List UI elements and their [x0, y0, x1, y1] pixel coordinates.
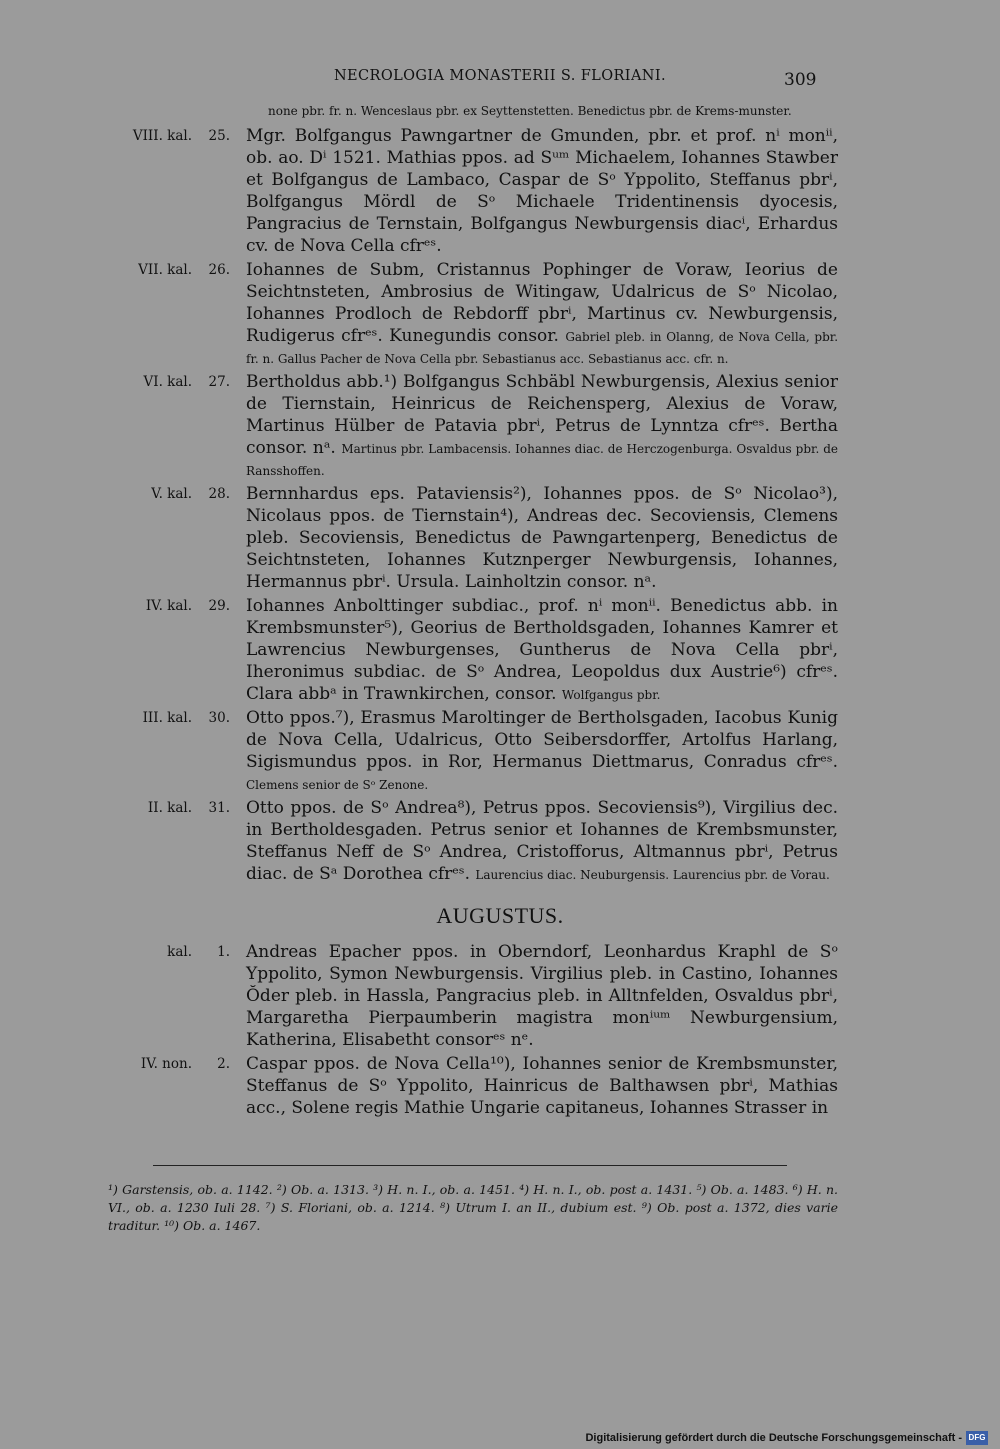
section-title: AUGUSTUS. [436, 903, 564, 928]
entry-day: 31. [208, 800, 230, 816]
entry-text [246, 125, 838, 257]
july-entries [0, 125, 1000, 885]
entry-main-text: Otto ppos.⁷), Erasmus Maroltinger de Bertholsgaden, Iacobus Kunig de Nova Cella, Udalricus, Otto Seibersdorffer, Artolfus Harlang, Sigismundus ppos. in Ror, Hermanus Diettmarus, Conradus cfrᵉˢ. [246, 708, 838, 772]
entry-small-text: Clemens senior de Sᵒ Zenone. [246, 778, 429, 792]
footnotes: ¹) Garstensis, ob. a. 1142. ²) Ob. a. 1313. ³) H. n. I., ob. a. 1451. ⁴) H. n. I., ob. post a. 1431. ⁵) Ob. a. 1483. ⁶) H. n. VI., ob. a. 1230 Iuli 28. ⁷) S. Floriani, ob. a. 1214. ⁸) Utrum I. an II., dubium est. ⁹) Ob. post a. 1372, dies varie traditur. ¹⁰) Ob. a. 1467. [108, 1182, 838, 1233]
entry-text [246, 1053, 838, 1119]
entry-date: kal. [167, 944, 192, 960]
entry-date: VII. kal. [138, 262, 192, 278]
entry-main-text: Bertholdus abb.¹) Bolfgangus Schbäbl Newburgensis, Alexius senior de Tiernstain, Heinricus de Reichensperg, Alexius de Voraw, Martinus Hülber de Patavia pbrⁱ, Petrus de Lynntza cfrᵉˢ. Bertha consor. nᵃ. [246, 372, 838, 458]
dfg-credit-text: Digitalisierung gefördert durch die Deutsche Forschungsgemeinschaft - [585, 1432, 962, 1444]
entry-date: VIII. kal. [132, 128, 192, 144]
necrology-entry [0, 259, 1000, 369]
page-number: 309 [784, 70, 817, 90]
necrology-entry [0, 595, 1000, 705]
entry-day: 27. [208, 374, 230, 390]
entry-day: 28. [208, 486, 230, 502]
necrology-entry [0, 371, 1000, 481]
entry-text [246, 941, 838, 1051]
necrology-entry [0, 797, 1000, 885]
dfg-logo-icon: DFG [966, 1431, 988, 1445]
entry-main-text: Mgr. Bolfgangus Pawngartner de Gmunden, pbr. et prof. nⁱ monⁱⁱ, ob. ao. Dⁱ 1521. Mathias ppos. ad Sᵘᵐ Michaelem, Iohannes Stawber et Bolfgangus de Lambaco, Caspar de Sᵒ Yppolito, Steffanus pbrⁱ, Bolfgangus Mördl de Sᵒ Michaele Tridentinensis dyocesis, Pangracius de Ternstain, Bolfgangus Newburgensis diacⁱ, Erhardus cv. de Nova Cella cfrᵉˢ. [246, 126, 838, 256]
entry-small-text: Gabriel pleb. in Olanng, de Nova Cella, pbr. fr. n. Gallus Pacher de Nova Cella pbr. Sebastianus acc. Sebastianus acc. cfr. n. [246, 330, 839, 366]
necrology-entry [0, 483, 1000, 593]
entry-day: 30. [208, 710, 230, 726]
entry-day: 29. [208, 598, 230, 614]
entry-text [246, 595, 838, 705]
necrology-entry [0, 1053, 1000, 1119]
dfg-credit-bar [0, 1428, 1000, 1449]
entry-date: IV. non. [140, 1056, 192, 1072]
entry-date: VI. kal. [143, 374, 192, 390]
necrology-entry [0, 707, 1000, 795]
entry-main-text: Otto ppos. de Sᵒ Andrea⁸), Petrus ppos. Secoviensis⁹), Virgilius dec. in Bertholdesgaden. Petrus senior et Iohannes de Krembsmunster, Steffanus Neff de Sᵒ Andrea, Cristofforus, Altmannus pbrⁱ, Petrus diac. de Sᵃ Dorothea cfrᵉˢ. [246, 798, 838, 884]
entry-main-text: Caspar ppos. de Nova Cella¹⁰), Iohannes senior de Krembsmunster, Steffanus de Sᵒ Yppolito, Hainricus de Balthawsen pbrⁱ, Mathias acc., Solene regis Mathie Ungarie capitaneus, Iohannes Strasser in [246, 1054, 838, 1118]
entry-date: V. kal. [151, 486, 192, 502]
entry-date: III. kal. [142, 710, 192, 726]
necrology-entry [0, 125, 1000, 257]
running-title: NECROLOGIA MONASTERII S. FLORIANI. [333, 68, 667, 84]
entry-day: 2. [217, 1056, 230, 1072]
entry-main-text: Iohannes de Subm, Cristannus Pophinger de Voraw, Ieorius de Seichtnsteten, Ambrosius de Witingaw, Udalricus de Sᵒ Nicolao, Iohannes Prodloch de Rebdorff pbrⁱ, Martinus cv. Newburgensis, Rudigerus cfrᵉˢ. Kunegundis consor. [246, 260, 838, 346]
entry-text [246, 259, 838, 369]
entry-date: IV. kal. [145, 598, 192, 614]
entry-day: 25. [208, 128, 230, 144]
entry-day: 26. [208, 262, 230, 278]
entry-text [246, 371, 838, 481]
entry-text [246, 483, 838, 593]
entry-main-text: Iohannes Anbolttinger subdiac., prof. nⁱ monⁱⁱ. Benedictus abb. in Krembsmunster⁵), Georius de Bertholdsgaden, Iohannes Kamrer et Lawrencius Newburgenses, Guntherus de Nova Cella pbrⁱ, Iheronimus subdiac. de Sᵒ Andrea, Leopoldus dux Austrie⁶) cfrᵉˢ. Clara abbᵃ in Trawnkirchen, consor. [246, 596, 838, 704]
entry-small-text: Laurencius diac. Neuburgensis. Laurencius pbr. de Vorau. [475, 868, 830, 882]
entry-main-text: Bernnhardus eps. Pataviensis²), Iohannes ppos. de Sᵒ Nicolao³), Nicolaus ppos. de Tiernstain⁴), Andreas dec. Secoviensis, Clemens pleb. Secoviensis, Benedictus de Pawngartenperg, Benedictus de Seichtnsteten, Iohannes Kutznperger Newburgensis, Iohannes, Hermannus pbrⁱ. Ursula. Lainholtzin consor. nᵃ. [246, 484, 838, 592]
footnote-rule [153, 1165, 787, 1166]
entry-text [246, 797, 838, 885]
continuation-text: none pbr. fr. n. Wenceslaus pbr. ex Seyttenstetten. Benedictus pbr. de Krems-munster. [268, 104, 792, 118]
entry-small-text: Wolfgangus pbr. [561, 688, 661, 702]
necrology-entry [0, 941, 1000, 1051]
entry-text [246, 707, 838, 795]
page-body [0, 103, 1000, 1121]
august-entries [0, 941, 1000, 1119]
entry-date: II. kal. [147, 800, 192, 816]
page-header [0, 68, 1000, 92]
entry-small-text: Martinus pbr. Lambacensis. Iohannes diac. de Herczogenburga. Osvaldus pbr. de Ransshoffen. [246, 442, 839, 478]
entry-day: 1. [217, 944, 230, 960]
entry-main-text: Andreas Epacher ppos. in Oberndorf, Leonhardus Kraphl de Sᵒ Yppolito, Symon Newburgensis. Virgilius pleb. in Castino, Iohannes Ŏder pleb. in Hassla, Pangracius pleb. in Alltnfelden, Osvaldus pbrⁱ, Margaretha Pierpaumberin magistra monⁱᵘᵐ Newburgensium, Katherina, Elisabetht consorᵉˢ nᵉ. [246, 942, 838, 1050]
